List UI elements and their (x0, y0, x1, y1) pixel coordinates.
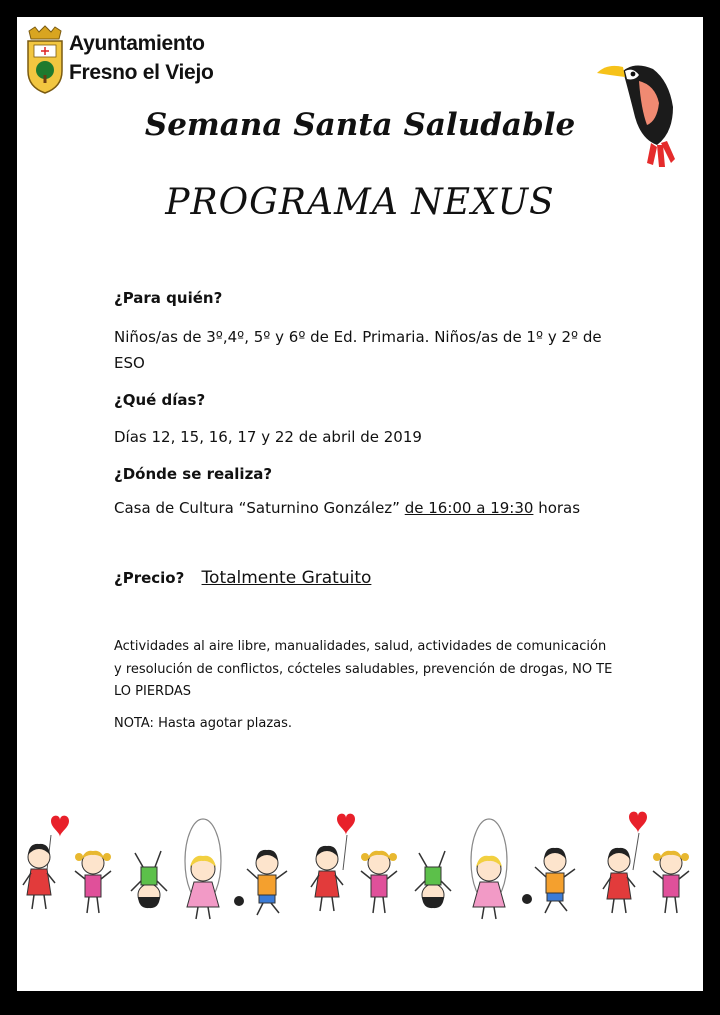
org-line-1: Ayuntamiento (69, 32, 205, 55)
child-girl-jumprope-2 (471, 819, 507, 919)
child-girl-pink-1 (75, 851, 111, 913)
note-text: NOTA: Hasta agotar plazas. (114, 716, 293, 731)
child-girl-red-1 (23, 816, 69, 909)
que-dias-answer: Días 12, 15, 16, 17 y 22 de abril de 2019 (114, 428, 422, 446)
children-illustration-border (17, 795, 703, 920)
coat-of-arms-logo (25, 25, 65, 95)
activities-text: Actividades al aire libre, manualidades, salud, actividades de comunicación y resolución de conflictos, cócteles saludables, prevención de drogas, NO TE LO PIERDAS (114, 639, 613, 699)
que-dias-question: ¿Qué días? (114, 391, 206, 409)
para-quien-question: ¿Para quién? (114, 289, 223, 307)
child-girl-jumprope-1 (185, 819, 221, 919)
precio-answer: Totalmente Gratuito (201, 568, 372, 588)
child-boy-green-2 (415, 851, 451, 908)
donde-time: de 16:00 a 19:30 (404, 499, 534, 517)
precio-row (114, 568, 371, 588)
para-quien-answer: Niños/as de 3º,4º, 5º y 6º de Ed. Primaria. Niños/as de 1º y 2º de ESO (114, 328, 602, 372)
donde-place: Casa de Cultura “Saturnino González” (114, 499, 400, 517)
donde-question: ¿Dónde se realiza? (114, 465, 273, 483)
organization-name (69, 29, 214, 87)
program-title: PROGRAMA NEXUS (165, 182, 555, 223)
child-boy-green-1 (131, 851, 167, 908)
child-girl-red-3 (603, 812, 647, 913)
donde-answer (114, 495, 614, 521)
child-girl-pink-2 (361, 851, 397, 913)
child-boy-orange-2 (522, 848, 575, 913)
child-boy-orange-1 (234, 850, 287, 915)
child-girl-red-2 (311, 814, 355, 911)
precio-question: ¿Precio? (114, 569, 185, 587)
flyer-page (17, 17, 703, 991)
org-line-2: Fresno el Viejo (69, 61, 214, 84)
event-title: Semana Santa Saludable (144, 107, 576, 143)
donde-hours: horas (538, 499, 581, 517)
child-girl-pink-3 (653, 851, 689, 913)
